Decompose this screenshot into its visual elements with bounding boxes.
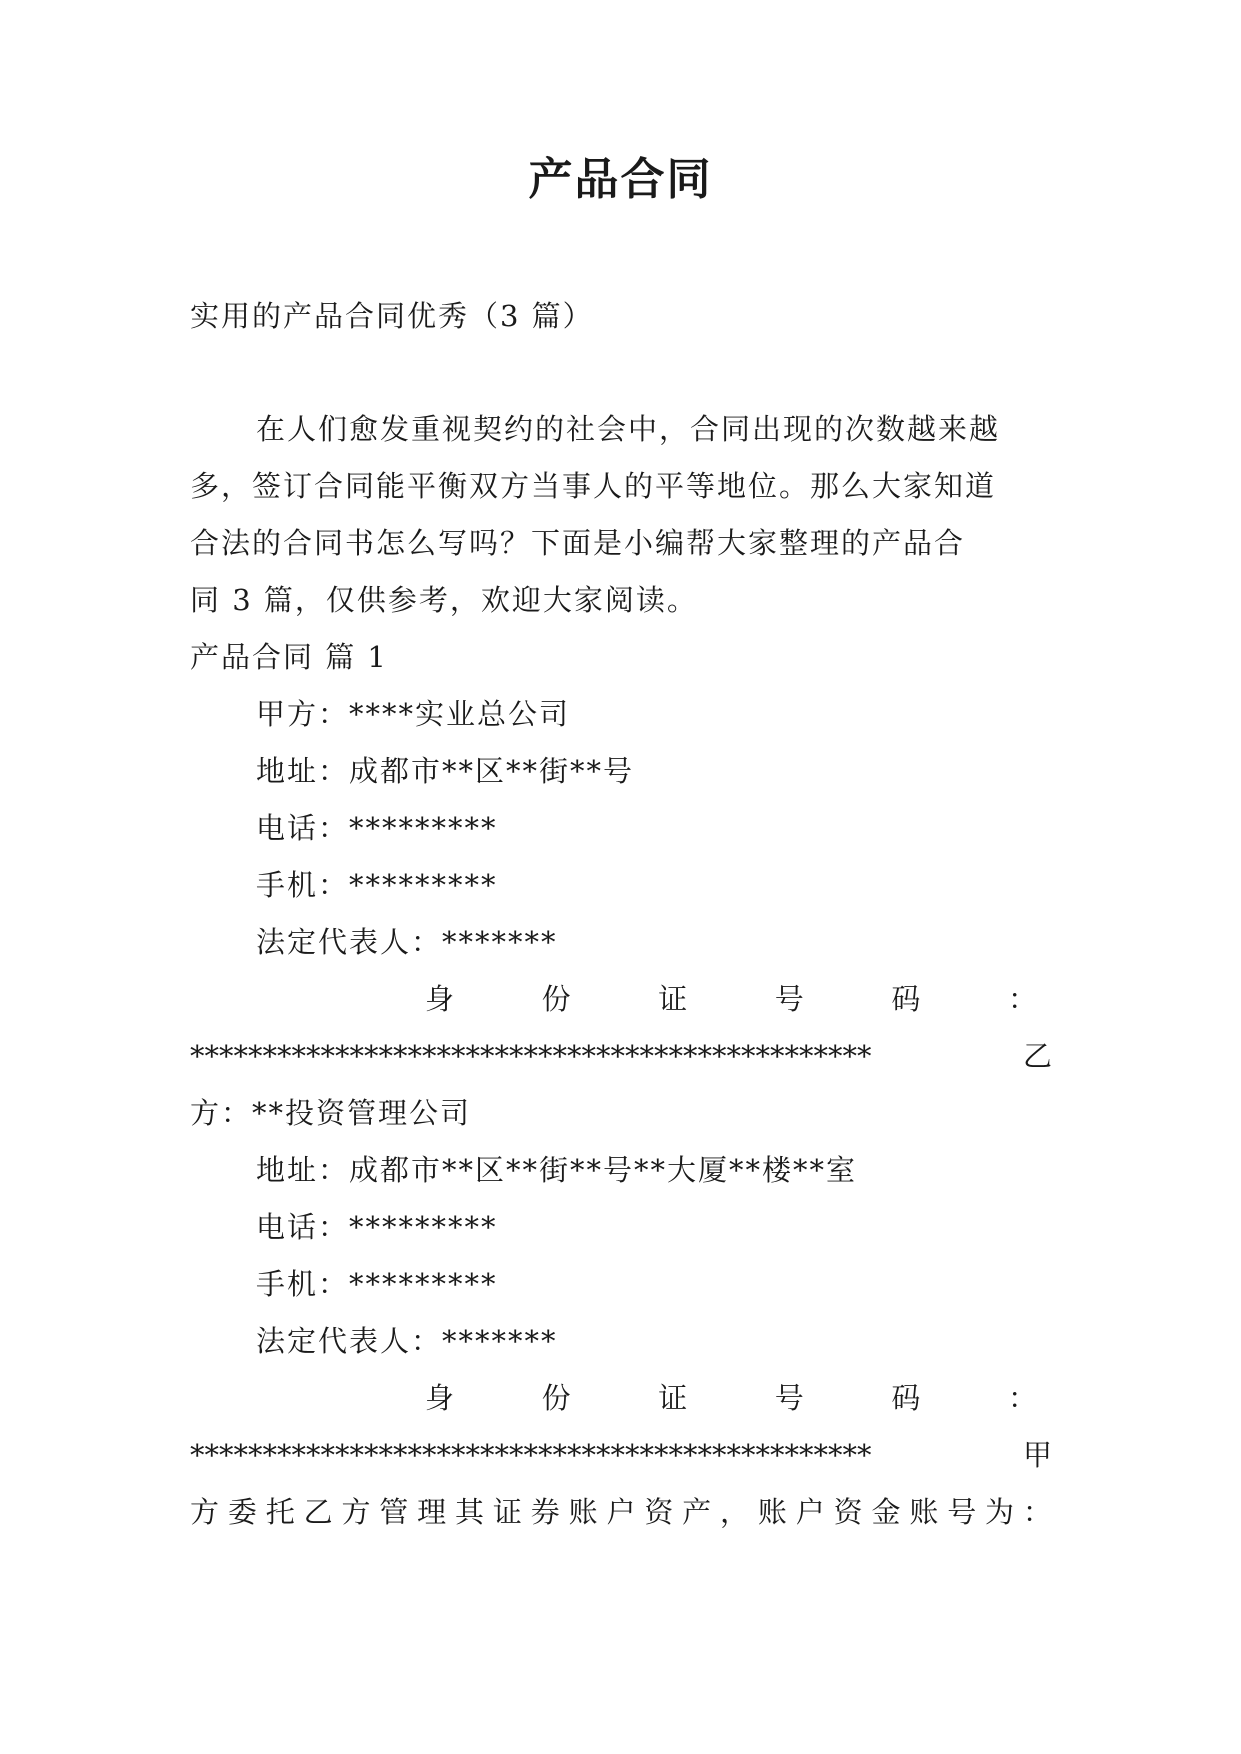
clause-char: 资	[833, 1495, 863, 1529]
section-heading: 产品合同 篇 1	[190, 640, 388, 674]
document-subtitle: 实用的产品合同优秀（3 篇）	[190, 299, 594, 333]
intro-line-3: 合法的合同书怎么写吗？下面是小编帮大家整理的产品合	[190, 526, 966, 560]
id-label-char: 证	[658, 982, 688, 1016]
party-b-mobile: 手机：*********	[256, 1267, 498, 1301]
party-a-address: 地址：成都市**区**街**号	[256, 754, 635, 788]
party-b-phone: 电话：*********	[256, 1210, 498, 1244]
party-a-legal-rep: 法定代表人：*******	[256, 925, 558, 959]
party-b-address: 地址：成都市**区**街**号**大厦**楼**室	[256, 1153, 858, 1187]
party-b-label-start: 乙	[1022, 1039, 1052, 1073]
clause-char: 委	[227, 1495, 257, 1529]
clause-char: 户	[795, 1495, 825, 1529]
party-b-id-label	[425, 1378, 1037, 1418]
party-b-legal-rep: 法定代表人：*******	[256, 1324, 558, 1358]
clause-char: 号	[947, 1495, 977, 1529]
id-label-char: 身	[425, 982, 455, 1016]
intro-line-4: 同 3 篇，仅供参考，欢迎大家阅读。	[190, 583, 698, 617]
clause-char: 方	[341, 1495, 371, 1529]
id-label-char: 码	[891, 1381, 921, 1415]
intro-line-1: 在人们愈发重视契约的社会中，合同出现的次数越来越	[256, 412, 1001, 446]
clause-char: 托	[265, 1495, 295, 1529]
clause-char: 账	[757, 1495, 787, 1529]
clause-char: 户	[606, 1495, 636, 1529]
party-a-phone: 电话：*********	[256, 811, 498, 845]
clause-start-char: 甲	[1022, 1438, 1052, 1472]
id-label-char: 码	[891, 982, 921, 1016]
clause-char: 其	[455, 1495, 485, 1529]
clause-char: 证	[492, 1495, 522, 1529]
party-b-name: 方：**投资管理公司	[190, 1096, 472, 1130]
id-label-char: 号	[774, 1381, 804, 1415]
clause-char: 理	[417, 1495, 447, 1529]
clause-char: 金	[871, 1495, 901, 1529]
intro-line-2: 多，签订合同能平衡双方当事人的平等地位。那么大家知道	[190, 469, 997, 503]
clause-char: 管	[379, 1495, 409, 1529]
id-label-char: ：	[1007, 1381, 1037, 1415]
id-label-char: 份	[541, 982, 571, 1016]
document-title: 产品合同	[528, 154, 713, 205]
id-label-char: 身	[425, 1381, 455, 1415]
clause-char: 方	[190, 1495, 220, 1529]
id-label-char: ：	[1007, 982, 1037, 1016]
clause-char: 乙	[303, 1495, 333, 1529]
party-a-mobile: 手机：*********	[256, 868, 498, 902]
party-a-name: 甲方：****实业总公司	[256, 697, 571, 731]
party-a-id-value-row	[190, 1036, 1052, 1076]
clause-char: ，	[720, 1495, 750, 1529]
clause-char: ：	[1022, 1495, 1052, 1529]
id-label-char: 号	[774, 982, 804, 1016]
clause-char: 账	[568, 1495, 598, 1529]
clause-line	[190, 1492, 1052, 1532]
clause-char: 为	[985, 1495, 1015, 1529]
party-b-id-stars: ***********************************************	[190, 1438, 872, 1472]
clause-char: 资	[644, 1495, 674, 1529]
party-a-id-stars: ***********************************************	[190, 1039, 872, 1073]
clause-char: 券	[530, 1495, 560, 1529]
party-a-id-label	[425, 979, 1037, 1019]
party-b-id-value-row	[190, 1435, 1052, 1475]
clause-char: 账	[909, 1495, 939, 1529]
id-label-char: 证	[658, 1381, 688, 1415]
id-label-char: 份	[541, 1381, 571, 1415]
clause-char: 产	[682, 1495, 712, 1529]
